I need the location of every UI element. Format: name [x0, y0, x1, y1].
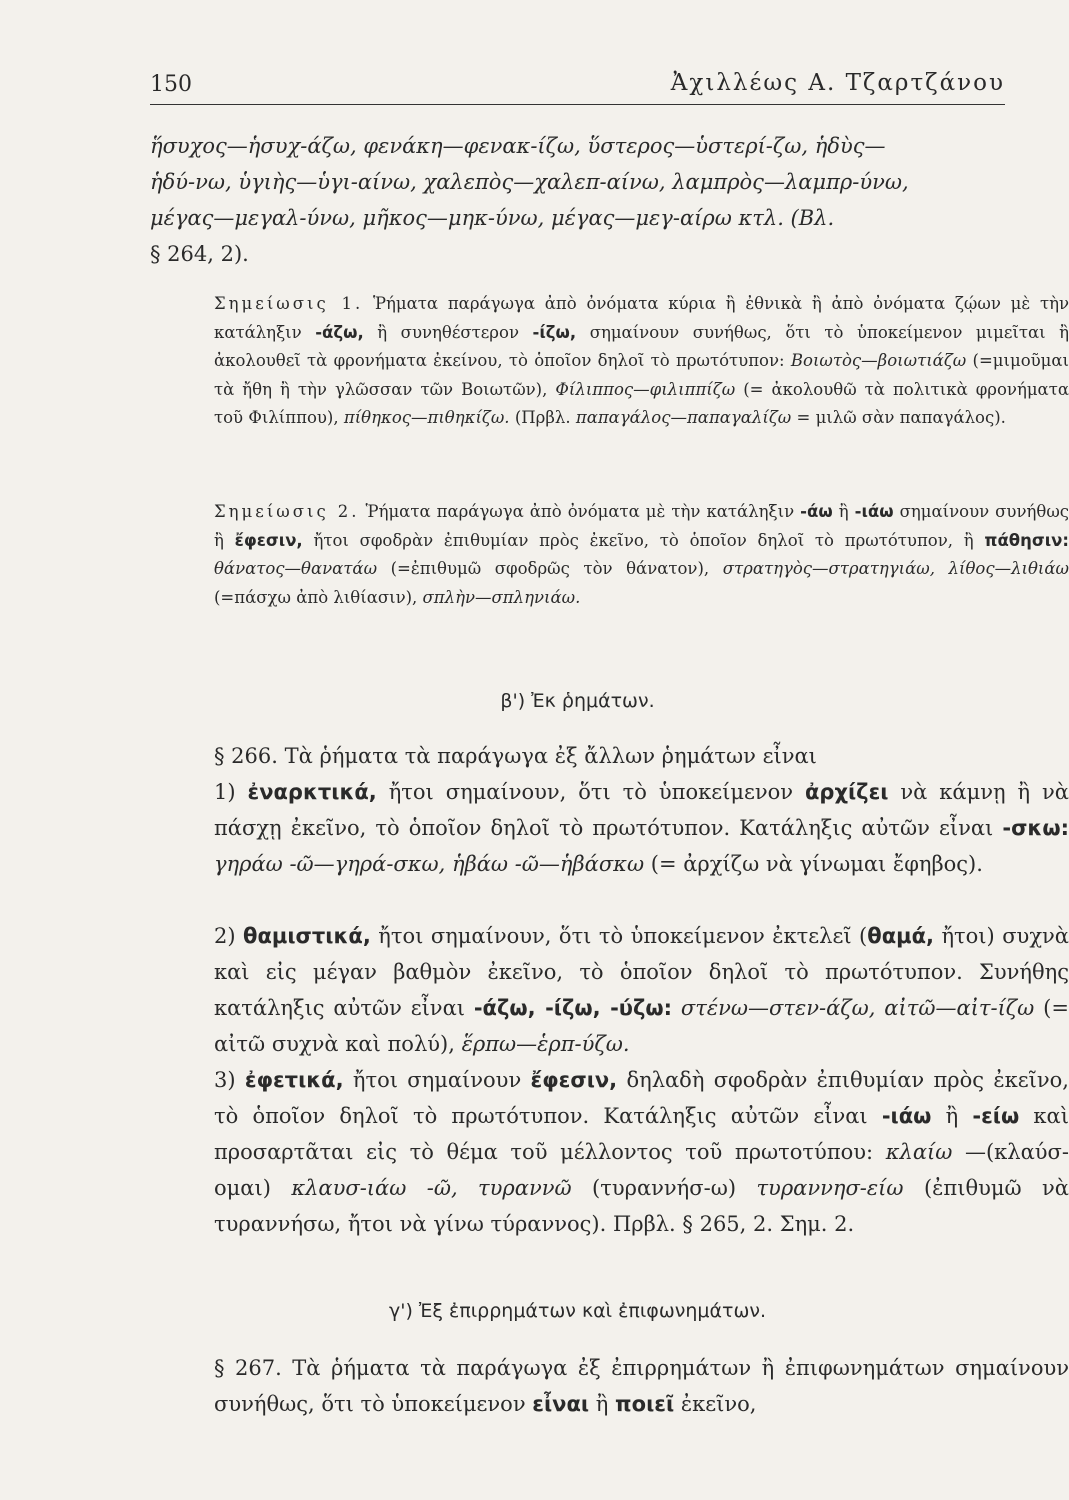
note-text: ἢ συνηθέστερον — [377, 322, 519, 342]
keyword: ἀρχίζει — [804, 780, 889, 804]
note-text: = μιλῶ σὰν παπαγάλος). — [796, 408, 1006, 427]
section-266-item-3 — [150, 1062, 1069, 1242]
body-text: ἤτοι σημαίνουν, ὅτι τὸ ὑποκείμενον ἐκτελεῖ ( — [378, 924, 868, 948]
example: Βοιωτὸς—βοιωτιάζω — [790, 351, 967, 370]
body-text: ἢ — [945, 1104, 959, 1128]
item-number: 1) — [214, 780, 236, 804]
note-text: (=μιμοῦμαι τὰ ἤθη ἢ τὴν γλῶσσαν τῶν Βοιωτῶν), — [214, 351, 1069, 399]
note-text: Ῥήματα παράγωγα ἀπὸ ὀνόματα μὲ τὴν κατάληξιν — [365, 502, 795, 521]
example: παπαγάλος—παπαγαλίζω — [575, 408, 792, 427]
intro-line: ἥσυχος—ἡσυχ-άζω, φενάκη—φενακ-ίζω, ὕστερος—ὑστερί-ζω, ἡδὺς— — [150, 134, 886, 158]
body-text: ἤτοι σημαίνουν — [352, 1068, 522, 1092]
section-267 — [150, 1350, 1069, 1422]
body-text: ἐκεῖνο, — [680, 1392, 757, 1416]
note-text: ἢ — [838, 502, 849, 521]
item-number: 3) — [214, 1068, 236, 1092]
note-2 — [150, 498, 1069, 612]
example: σπλὴν—σπληνιάω. — [422, 587, 581, 607]
keyword: θαμά, — [867, 924, 934, 948]
example: γηράω -ῶ—γηρά-σκω, ἡβάω -ῶ—ἡβάσκω — [214, 852, 645, 876]
note-1 — [150, 290, 1069, 433]
suffix: -άζω, — [315, 322, 364, 342]
example: κλαυσ-ιάω -ῶ, τυραννῶ — [291, 1176, 572, 1200]
note-text: σημαίνουν συνήθως ἢ — [214, 502, 1069, 550]
keyword: ἔφεσιν, — [530, 1068, 618, 1092]
example: κλαίω — [885, 1140, 953, 1164]
note-text: (=ἐπιθυμῶ σφοδρῶς τὸν θάνατον), — [390, 559, 710, 578]
note-label: Σημείωσις 1. — [214, 294, 364, 313]
body-text: καὶ προσαρτᾶται εἰς τὸ θέμα τοῦ μέλλοντος τοῦ πρωτοτύπου: — [214, 1104, 1069, 1164]
body-text: ἢ — [595, 1392, 609, 1416]
suffix: -άζω, -ίζω, -ύζω: — [473, 996, 673, 1020]
example: πίθηκος—πιθηκίζω. — [343, 408, 510, 427]
body-text: —(κλαύσ-ομαι) — [214, 1140, 1069, 1200]
suffix: -είω — [972, 1104, 1020, 1128]
note-text: Ῥήματα παράγωγα ἀπὸ ὀνόματα κύρια ἢ ἐθνικὰ ἢ ἀπὸ ὀνόματα ζῴων μὲ τὴν κατάληξιν — [214, 294, 1069, 342]
subheading-c: γ') Ἐξ ἐπιρρημάτων καὶ ἐπιφωνημάτων. — [388, 1300, 767, 1322]
item-number: 2) — [214, 924, 236, 948]
body-text: § 267. Τὰ ῥήματα τὰ παράγωγα ἐξ ἐπιρρημάτων ἢ ἐπιφωνημάτων σημαίνουν συνήθως, ὅτι τὸ ὑποκείμενον — [214, 1356, 1069, 1416]
note-text: (Πρβλ. — [514, 408, 571, 427]
keyword: ποιεῖ — [615, 1392, 675, 1416]
note-text: (=πάσχω ἀπὸ λιθίασιν), — [214, 587, 418, 607]
running-head: Ἀχιλλέως Α. Τζαρτζάνου — [670, 70, 1005, 96]
example: ἕρπω—ἑρπ-ύζω. — [461, 1032, 630, 1056]
suffix: -ιάω — [881, 1104, 932, 1128]
keyword: ἔφεσιν, — [234, 530, 303, 550]
example: στρατηγὸς—στρατηγιάω, λίθος—λιθιάω — [722, 559, 1069, 578]
body-text: ἤτοι σημαίνουν, ὅτι τὸ ὑποκείμενον — [388, 780, 794, 804]
example: Φίλιππος—φιλιππίζω — [555, 379, 736, 399]
body-text: (τυραννήσ-ω) — [592, 1176, 737, 1200]
example: τυραννησ-είω — [756, 1176, 904, 1200]
example: θάνατος—θανατάω — [214, 559, 378, 578]
keyword: πάθησιν: — [984, 530, 1069, 550]
page-header — [150, 66, 1005, 105]
intro-line: § 264, 2). — [150, 242, 249, 266]
term: ἐναρκτικά, — [247, 780, 377, 804]
body-text: (= αἰτῶ συχνὰ καὶ πολύ), — [214, 996, 1069, 1056]
body-text: νὰ κάμνῃ ἢ νὰ πάσχῃ ἐκεῖνο, τὸ ὁποῖον δηλοῖ τὸ πρωτότυπον. Κατάληξις αὐτῶν εἶναι — [214, 780, 1069, 840]
body-text: ἤτοι) συχνὰ καὶ εἰς μέγαν βαθμὸν ἐκεῖνο, τὸ ὁποῖον δηλοῖ τὸ πρωτότυπον. Συνήθης κατάληξις αὐτῶν εἶναι — [214, 924, 1069, 1020]
suffix: -σκω: — [1002, 816, 1069, 840]
page-number: 150 — [150, 72, 192, 97]
term: θαμιστικά, — [243, 924, 371, 948]
suffix: -ίζω, — [532, 322, 577, 342]
intro-paragraph — [150, 128, 1005, 272]
note-text: ἤτοι σφοδρὰν ἐπιθυμίαν πρὸς ἐκεῖνο, τὸ ὁποῖον δηλοῖ τὸ πρωτότυπον, ἢ — [313, 530, 974, 550]
intro-line: ἡδύ-νω, ὑγιὴς—ὑγι-αίνω, χαλεπὸς—χαλεπ-αίνω, λαμπρὸς—λαμπρ-ύνω, — [150, 170, 909, 194]
note-label: Σημείωσις 2. — [214, 502, 360, 521]
body-text: (= ἀρχίζω νὰ γίνωμαι ἔφηβος). — [650, 852, 983, 876]
example: στένω—στεν-άζω, αἰτῶ—αἰτ-ίζω — [680, 996, 1035, 1020]
intro-line: μέγας—μεγαλ-ύνω, μῆκος—μηκ-ύνω, μέγας—μεγ-αίρω κτλ. (Βλ. — [150, 206, 835, 230]
subheading-b: β') Ἐκ ῥημάτων. — [500, 690, 655, 712]
note-text: (= ἀκολουθῶ τὰ πολιτικὰ φρονήματα τοῦ Φιλίππου), — [214, 379, 1069, 427]
suffix: -άω — [800, 502, 833, 521]
section-266-item-2 — [150, 918, 1069, 1062]
term: ἐφετικά, — [244, 1068, 344, 1092]
body-text: (ἐπιθυμῶ νὰ τυραννήσω, ἤτοι νὰ γίνω τύραννος). Πρβλ. § 265, 2. Σημ. 2. — [214, 1176, 1069, 1236]
section-266-item-1 — [150, 774, 1069, 882]
note-text: σημαίνουν συνήθως, ὅτι τὸ ὑποκείμενον μιμεῖται ἢ ἀκολουθεῖ τὰ φρονήματα ἐκείνου, τὸ ὁποῖον δηλοῖ τὸ πρωτότυπον: — [214, 322, 1069, 370]
section-266-intro: § 266. Τὰ ῥήματα τὰ παράγωγα ἐξ ἄλλων ῥημάτων εἶναι — [214, 744, 817, 768]
body-text: δηλαδὴ σφοδρὰν ἐπιθυμίαν πρὸς ἐκεῖνο, τὸ ὁποῖον δηλοῖ τὸ πρωτότυπον. Κατάληξις αὐτῶν εἶναι — [214, 1068, 1069, 1128]
suffix: -ιάω — [854, 502, 894, 521]
keyword: εἶναι — [532, 1392, 590, 1416]
